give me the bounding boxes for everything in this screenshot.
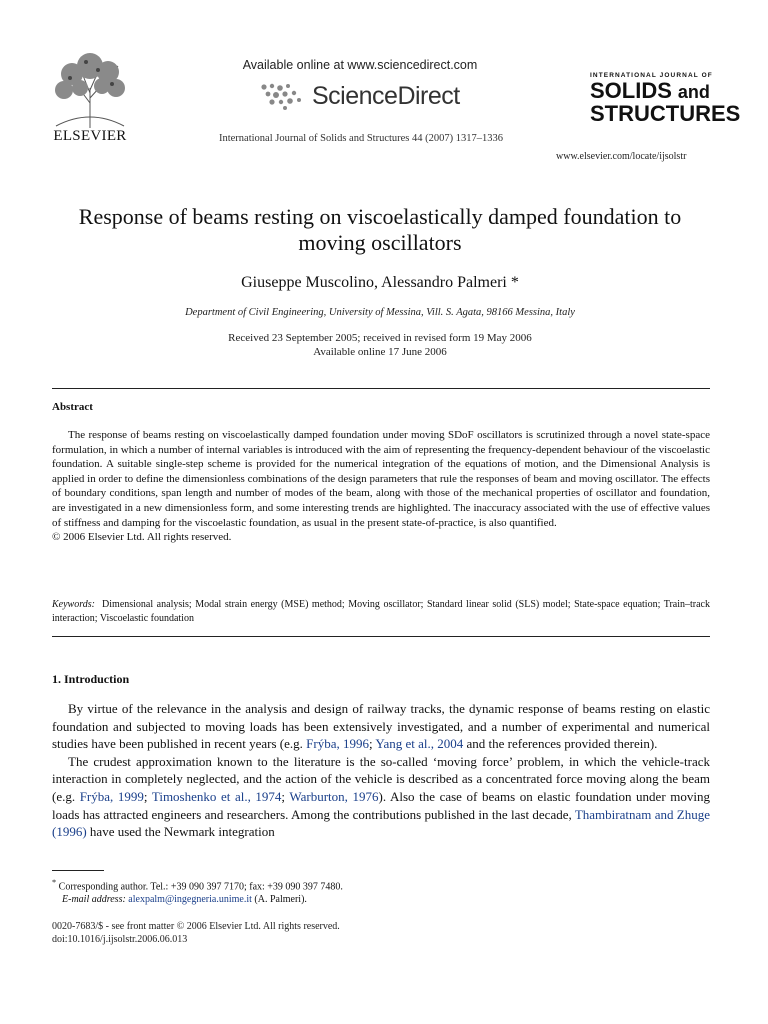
journal-url[interactable]: www.elsevier.com/locate/ijsolstr	[556, 151, 687, 162]
available-online-text: Available online at www.sciencedirect.com	[242, 58, 478, 72]
footnote-line-1: * Corresponding author. Tel.: +39 090 397 7170; fax: +39 090 397 7480.	[52, 878, 343, 893]
elsevier-tree-logo	[50, 48, 130, 130]
keywords-text: Dimensional analysis; Modal strain energy (MSE) method; Moving oscillator; Standard linear solid (SLS) model; State-space equation; Train–track interaction; Viscoelastic foundation	[52, 599, 710, 624]
citation-link[interactable]: Yang et al., 2004	[375, 736, 464, 752]
journal-logo	[590, 72, 741, 126]
issn-line: 0020-7683/$ - see front matter © 2006 Elsevier Ltd. All rights reserved.	[52, 921, 340, 932]
citation-link[interactable]: Warburton, 1976	[289, 788, 379, 804]
journal-logo-line2: SOLIDS and	[590, 78, 710, 103]
email-link[interactable]: alexpalm@ingegneria.unime.it	[128, 894, 252, 906]
paper-dates	[60, 331, 700, 359]
journal-logo-line3: STRUCTURES	[590, 101, 741, 126]
journal-reference: International Journal of Solids and Structures 44 (2007) 1317–1336	[218, 133, 504, 144]
paper-authors: Giuseppe Muscolino, Alessandro Palmeri *	[241, 274, 519, 291]
intro-paragraph-1: By virtue of the relevance in the analysis and design of railway tracks, the dynamic response of beams resting on elastic foundation and subjected to moving loads has been extensively investigated, and a number of experimental and numerical studies have been published in recent years (e.g. Frýba, 1996; Yang et al., 2004 and the references provided therein).	[52, 701, 710, 752]
sciencedirect-wordmark: ScienceDirect	[312, 81, 460, 110]
citation-link[interactable]: Frýba, 1999	[79, 788, 144, 804]
article-meta	[52, 920, 340, 946]
footnote	[52, 876, 710, 906]
footnote-line-2: E-mail address: alexpalm@ingegneria.unime.it (A. Palmeri).	[62, 894, 307, 906]
keywords-label: Keywords:	[52, 599, 95, 610]
abstract-text: The response of beams resting on viscoelastically damped foundation under moving SDoF oscillators is scrutinized through a novel state-space formulation, in which a number of internal variables is introduced with the aim of representing the frequency-dependent behaviour of the viscoelastic foundation. A suitable single-step scheme is provided for the numerical integration of the equations of motion, and the Dimensional Analysis is applied in order to define the dimensionless combinations of the design parameters that rule the responses of beam and moving oscillator. The effects of boundary conditions, span length and number of modes of the beam, along with those of the mechanical properties of oscillator and foundation, are investigated in a new dimensionless form, and some interesting trends are highlighted. The inaccuracy associated with the use of effective values of stiffness and damping for the viscoelastic foundation, as usual in the present state-of-practice, is also quantified.	[52, 429, 710, 529]
citation-link[interactable]: Thambiratnam and Zhuge (1996)	[52, 806, 711, 840]
keywords	[52, 598, 710, 626]
sciencedirect-logo	[258, 78, 460, 114]
divider-top	[52, 388, 710, 389]
footnote-rule	[52, 870, 104, 871]
divider-bottom	[52, 636, 710, 637]
abstract-body	[52, 428, 710, 545]
introduction-body	[52, 700, 710, 841]
journal-logo-top: INTERNATIONAL JOURNAL OF	[590, 72, 713, 79]
available-date: Available online 17 June 2006	[313, 346, 447, 358]
abstract-copyright: © 2006 Elsevier Ltd. All rights reserved.	[52, 531, 232, 544]
footnote-mark: *	[52, 878, 57, 887]
publisher-logo-text: ELSEVIER	[53, 128, 127, 144]
section-heading: 1. Introduction	[52, 672, 130, 686]
doi-line: doi:10.1016/j.ijsolstr.2006.06.013	[52, 934, 188, 945]
paper-title: Response of beams resting on viscoelastically damped foundation to moving oscillators	[78, 204, 682, 255]
received-date: Received 23 September 2005; received in revised form 19 May 2006	[228, 332, 532, 344]
paper-affiliation: Department of Civil Engineering, University of Messina, Vill. S. Agata, 98166 Messina, Italy	[185, 307, 575, 318]
citation-link[interactable]: Timoshenko et al., 1974	[151, 788, 282, 804]
abstract-heading: Abstract	[52, 401, 93, 413]
citation-link[interactable]: Frýba, 1996	[306, 736, 369, 752]
sciencedirect-dots-icon	[258, 81, 308, 111]
intro-paragraph-2: The crudest approximation known to the literature is the so-called ‘moving force’ problem, in which the vehicle-track interaction in completely neglected, and the action of the vehicle is described as a concentrated force moving along the beam (e.g. Frýba, 1999; Timoshenko et al., 1974; Warburton, 1976). Also the case of beams on elastic foundation under moving loads has attracted engineers and researchers. Among the contributions published in the last decade, Thambiratnam and Zhuge (1996) have used the Newmark integration	[52, 753, 711, 840]
